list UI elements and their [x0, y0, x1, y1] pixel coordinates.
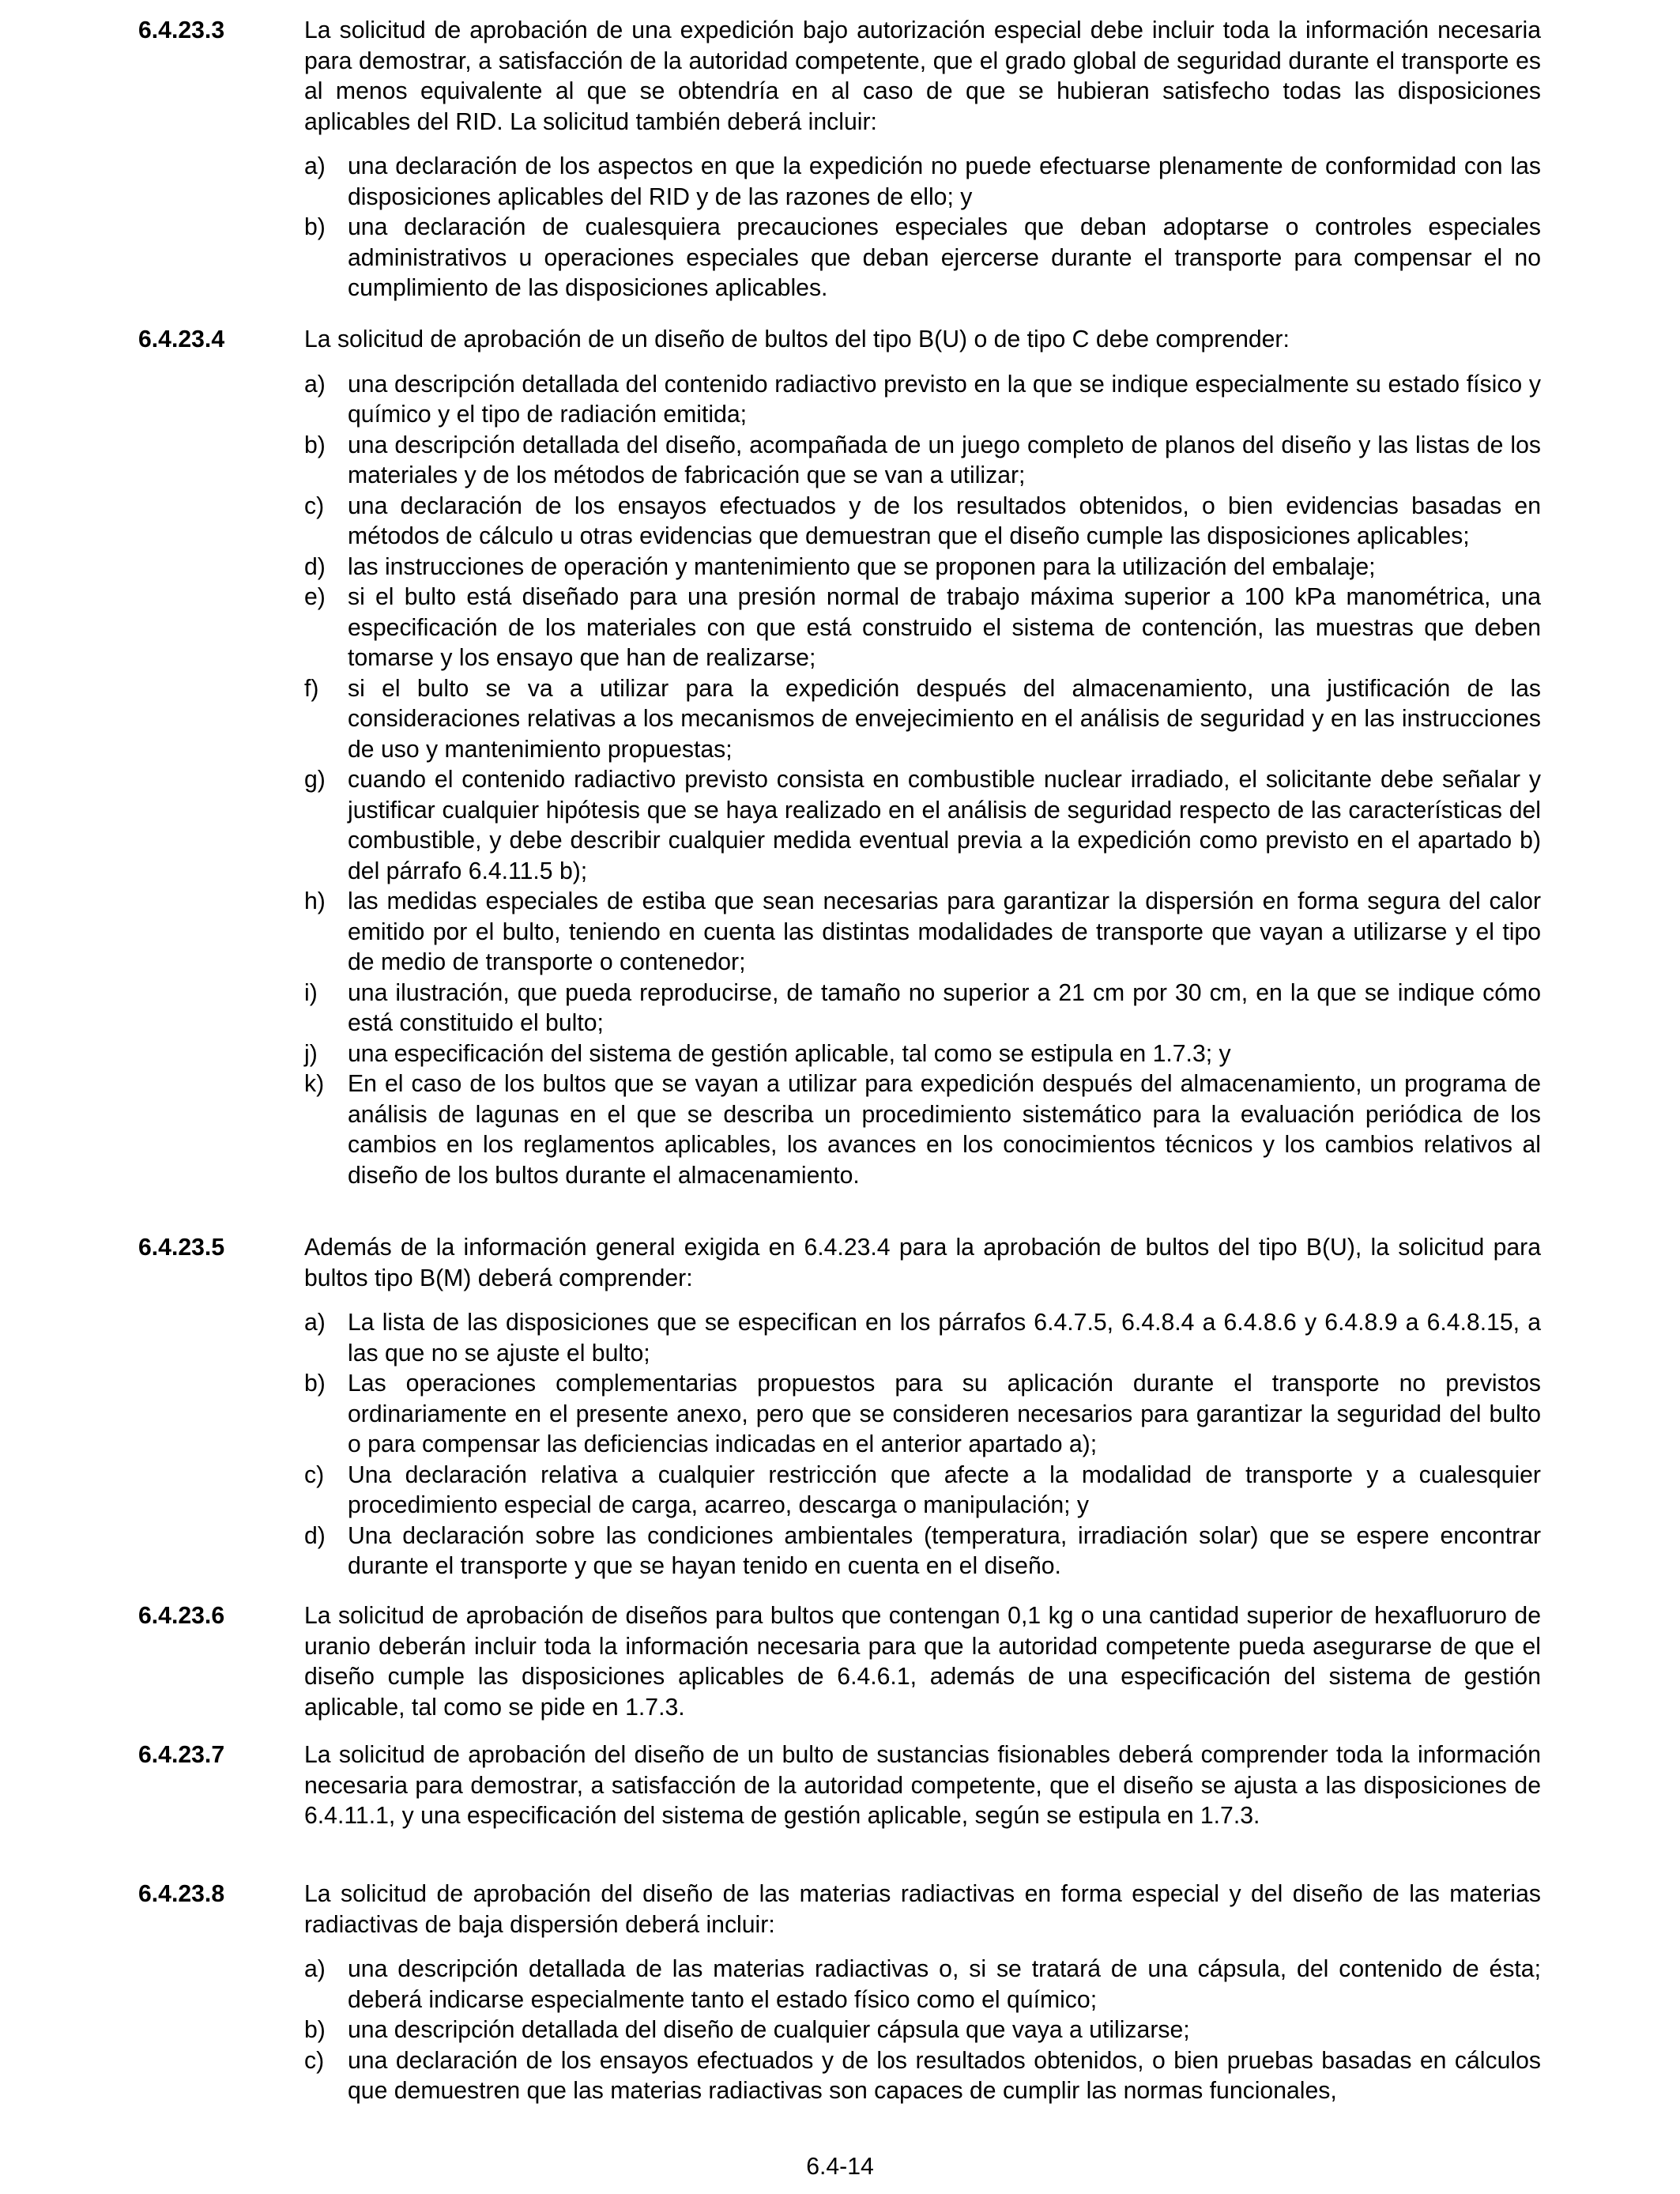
item-text: Una declaración relativa a cualquier restricción que afecte a la modalidad de transporte y a cualesquier procedimiento especial de carga, acarreo, descarga o manipulación; y	[348, 1461, 1541, 1518]
item-label: c)	[304, 492, 325, 519]
section-number: 6.4.23.3	[138, 17, 225, 43]
item-label: k)	[304, 1071, 325, 1097]
item-label: a)	[304, 1956, 326, 1982]
item-label: b)	[304, 432, 326, 458]
item-text: En el caso de los bultos que se vayan a utilizar para expedición después del almacenamiento, un programa de análisis de lagunas en el que se describa un procedimiento sistemático para la evaluación periódica de los cambios en los reglamentos aplicables, los avances en los conocimientos técnicos y los cambios relativos al diseño de los bultos durante el almacenamiento.	[348, 1071, 1541, 1189]
item-text: una descripción detallada del contenido radiactivo previsto en la que se indique especialmente su estado físico y químico y el tipo de radiación emitida;	[348, 371, 1541, 428]
list-item	[304, 2015, 1541, 2046]
item-label: a)	[304, 371, 326, 398]
page-number: 6.4-14	[806, 2154, 874, 2180]
item-text: si el bulto está diseñado para una presión normal de trabajo máxima superior a 100 kPa manométrica, una especificación de los materiales con que está construido el sistema de contención, las muestras que deben tomarse y los ensayo que han de realizarse;	[348, 584, 1541, 671]
item-text: una declaración de los ensayos efectuados y de los resultados obtenidos, o bien evidencias basadas en métodos de cálculo u otras evidencias que demuestran que el diseño cumple las disposiciones aplicables;	[348, 492, 1541, 549]
section-intro: Además de la información general exigida en 6.4.23.4 para la aprobación de bultos del tipo B(U), la solicitud para bultos tipo B(M) deberá comprender:	[304, 1235, 1541, 1291]
item-text: una declaración de cualesquiera precauciones especiales que deban adoptarse o controles especiales administrativos u operaciones especiales que deban ejercerse durante el transporte para compensar el no cumplimiento de las disposiciones aplicables.	[348, 214, 1541, 301]
item-label: j)	[304, 1040, 318, 1067]
item-label: a)	[304, 153, 326, 179]
item-text: una declaración de los aspectos en que la expedición no puede efectuarse plenamente de conformidad con las disposiciones aplicables del RID y de las razones de ello; y	[348, 153, 1541, 210]
list-item	[304, 552, 1541, 583]
section-6-4-23-3	[138, 16, 1541, 304]
item-label: e)	[304, 584, 326, 610]
item-text: La lista de las disposiciones que se especifican en los párrafos 6.4.7.5, 6.4.8.4 a 6.4.8.6 y 6.4.8.9 a 6.4.8.15, a las que no se ajuste el bulto;	[348, 1310, 1541, 1367]
item-label: f)	[304, 675, 319, 702]
item-text: las medidas especiales de estiba que sean necesarias para garantizar la dispersión en forma segura del calor emitido por el bulto, teniendo en cuenta las distintas modalidades de transporte que vayan a utilizarse y el tipo de medio de transporte o contenedor;	[348, 888, 1541, 975]
section-intro: La solicitud de aprobación de un diseño de bultos del tipo B(U) o de tipo C debe comprender:	[304, 326, 1290, 352]
list-item	[304, 1955, 1541, 2015]
list-item	[304, 1039, 1541, 1070]
item-text: si el bulto se va a utilizar para la expedición después del almacenamiento, una justificación de las consideraciones relativas a los mecanismos de envejecimiento en el análisis de seguridad y en las instrucciones de uso y mantenimiento propuestas;	[348, 675, 1541, 763]
item-text: las instrucciones de operación y mantenimiento que se proponen para la utilización del embalaje;	[348, 553, 1376, 580]
item-label: b)	[304, 1370, 326, 1397]
list-item	[304, 492, 1541, 552]
item-label: c)	[304, 1461, 325, 1488]
item-text: una especificación del sistema de gestión aplicable, tal como se estipula en 1.7.3; y	[348, 1040, 1231, 1067]
list-item	[304, 582, 1541, 674]
list-item	[304, 1521, 1541, 1582]
item-list	[304, 1955, 1541, 2107]
item-label: a)	[304, 1310, 326, 1336]
section-intro: La solicitud de aprobación del diseño de las materias radiactivas en forma especial y del diseño de las materias radiactivas de baja dispersión deberá incluir:	[304, 1881, 1541, 1938]
section-6-4-23-5	[138, 1233, 1541, 1582]
section-number: 6.4.23.7	[138, 1742, 225, 1768]
section-number: 6.4.23.4	[138, 326, 225, 352]
section-6-4-23-7	[138, 1740, 1541, 1832]
item-text: una descripción detallada del diseño de cualquier cápsula que vaya a utilizarse;	[348, 2017, 1190, 2043]
list-item	[304, 2046, 1541, 2107]
item-list	[304, 1308, 1541, 1582]
section-number: 6.4.23.6	[138, 1603, 225, 1629]
item-text: una ilustración, que pueda reproducirse, de tamaño no superior a 21 cm por 30 cm, en la que se indique cómo está constituido el bulto;	[348, 979, 1541, 1036]
item-text: Las operaciones complementarias propuestos para su aplicación durante el transporte no previstos ordinariamente en el presente anexo, pero que se consideren necesarios para garantizar la seguridad del bulto o para compensar las deficiencias indicadas en el anterior apartado a);	[348, 1370, 1541, 1457]
item-text: una declaración de los ensayos efectuados y de los resultados obtenidos, o bien pruebas basadas en cálculos que demuestren que las materias radiactivas son capaces de cumplir las normas funcionales,	[348, 2047, 1541, 2104]
list-item	[304, 431, 1541, 492]
item-label: g)	[304, 767, 326, 793]
list-item	[304, 213, 1541, 304]
item-label: d)	[304, 553, 326, 580]
list-item	[304, 978, 1541, 1039]
item-list	[304, 152, 1541, 304]
list-item	[304, 674, 1541, 766]
list-item	[304, 887, 1541, 978]
list-item	[304, 1069, 1541, 1191]
list-item	[304, 152, 1541, 213]
item-label: b)	[304, 214, 326, 240]
section-6-4-23-6	[138, 1601, 1541, 1723]
section-6-4-23-4	[138, 325, 1541, 1191]
item-label: c)	[304, 2047, 325, 2074]
section-6-4-23-8	[138, 1879, 1541, 2107]
item-list	[304, 370, 1541, 1192]
item-text: una descripción detallada del diseño, acompañada de un juego completo de planos del diseño y las listas de los materiales y de los métodos de fabricación que se van a utilizar;	[348, 432, 1541, 488]
item-text: una descripción detallada de las materias radiactivas o, si se tratará de una cápsula, del contenido de ésta; deberá indicarse especialmente tanto el estado físico como el químico;	[348, 1956, 1541, 2013]
list-item	[304, 1461, 1541, 1521]
list-item	[304, 1308, 1541, 1369]
list-item	[304, 1369, 1541, 1461]
item-text: cuando el contenido radiactivo previsto consista en combustible nuclear irradiado, el solicitante debe señalar y justificar cualquier hipótesis que se haya realizado en el análisis de seguridad respecto de las características del combustible, y debe describir cualquier medida eventual previa a la expedición como previsto en el apartado b) del párrafo 6.4.11.5 b);	[348, 767, 1541, 884]
section-intro: La solicitud de aprobación del diseño de un bulto de sustancias fisionables deberá comprender toda la información necesaria para demostrar, a satisfacción de la autoridad competente, que el diseño se ajusta a las disposiciones de 6.4.11.1, y una especificación del sistema de gestión aplicable, según se estipula en 1.7.3.	[304, 1742, 1541, 1829]
section-intro: La solicitud de aprobación de diseños para bultos que contengan 0,1 kg o una cantidad superior de hexafluoruro de uranio deberán incluir toda la información necesaria para que la autoridad competente pueda asegurarse de que el diseño cumple las disposiciones aplicables de 6.4.6.1, además de una especificación del sistema de gestión aplicable, tal como se pide en 1.7.3.	[304, 1603, 1541, 1721]
list-item	[304, 765, 1541, 887]
section-number: 6.4.23.5	[138, 1235, 225, 1261]
item-label: h)	[304, 888, 326, 914]
section-intro: La solicitud de aprobación de una expedición bajo autorización especial debe incluir toda la información necesaria para demostrar, a satisfacción de la autoridad competente, que el grado global de seguridad durante el transporte es al menos equivalente al que se obtendría en al caso de que se hubieran satisfecho todas las disposiciones aplicables del RID. La solicitud también deberá incluir:	[304, 17, 1541, 135]
item-text: Una declaración sobre las condiciones ambientales (temperatura, irradiación solar) que se espere encontrar durante el transporte y que se hayan tenido en cuenta en el diseño.	[348, 1522, 1541, 1579]
item-label: b)	[304, 2017, 326, 2043]
item-label: i)	[304, 979, 318, 1006]
list-item	[304, 370, 1541, 431]
item-label: d)	[304, 1522, 326, 1549]
section-number: 6.4.23.8	[138, 1881, 225, 1907]
